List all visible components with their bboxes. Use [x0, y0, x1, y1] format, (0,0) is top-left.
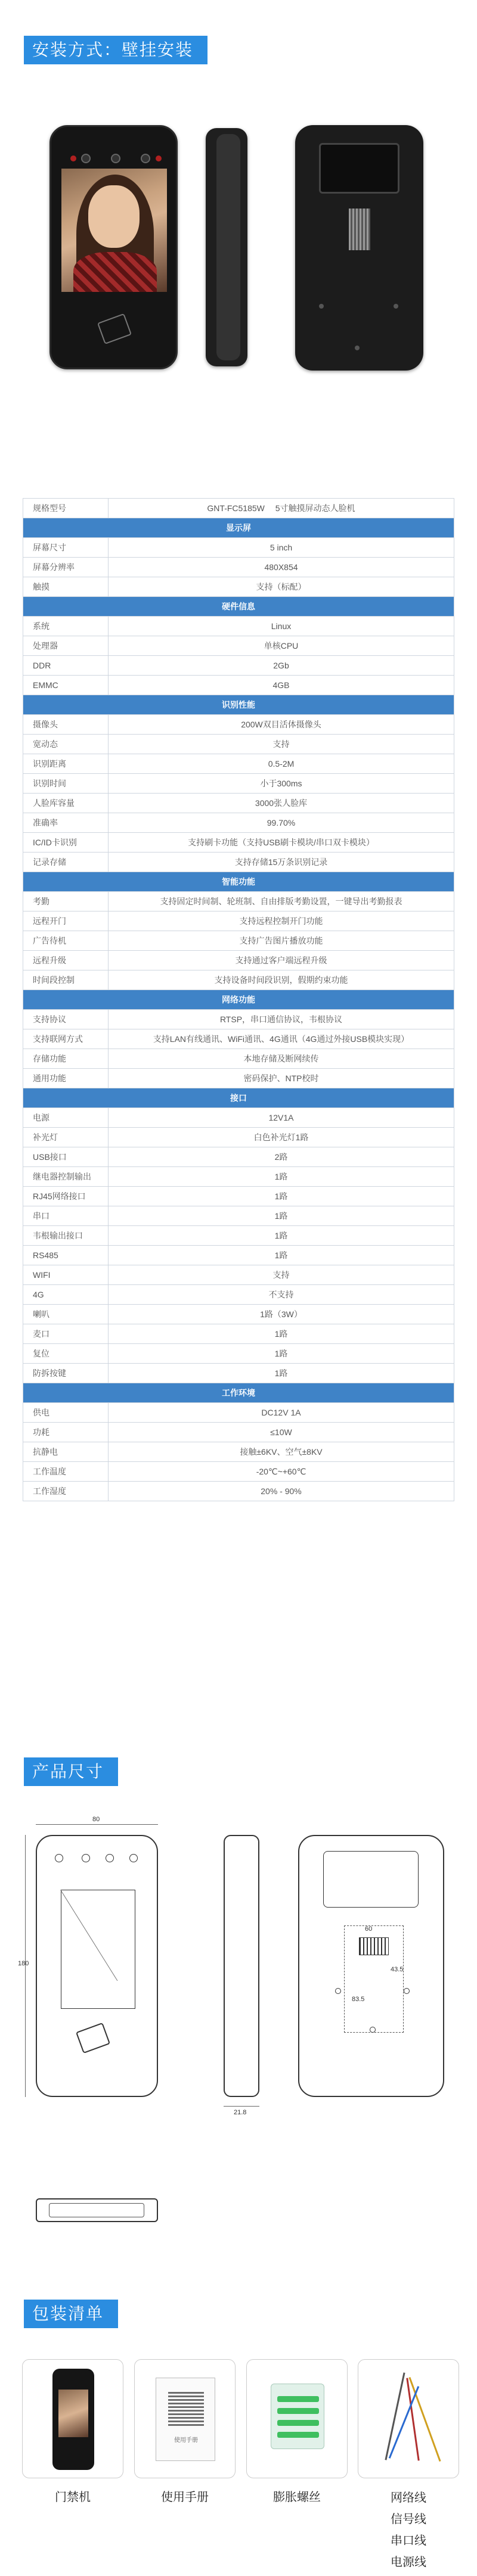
spec-value: GNT-FC5185W 5寸触摸屏动态人脸机 [109, 499, 454, 518]
spec-label: 电源 [23, 1108, 109, 1128]
spec-row [23, 735, 454, 754]
spec-row [23, 1442, 454, 1462]
device-screen [61, 169, 167, 292]
spec-value: 密码保护、NTP校时 [109, 1069, 454, 1088]
spec-value: 单核CPU [109, 636, 454, 656]
spec-value: 1路 [109, 1226, 454, 1246]
spec-label: 远程升级 [23, 951, 109, 970]
spec-label: 通用功能 [23, 1069, 109, 1088]
card-reader-icon [76, 2023, 110, 2054]
dim-front-height: 180 [18, 1960, 29, 1967]
front-dimension-drawing [36, 1835, 158, 2097]
spec-category-row [23, 990, 454, 1010]
spec-value: 1路 [109, 1324, 454, 1344]
spec-value: 20% - 90% [109, 1482, 454, 1501]
spec-label: 系统 [23, 617, 109, 636]
spec-value: DC12V 1A [109, 1403, 454, 1423]
package-section-title: 包装清单 [24, 2300, 118, 2328]
spec-label: RS485 [23, 1246, 109, 1265]
spec-category-label: 工作环境 [23, 1383, 454, 1403]
spec-label: 广告待机 [23, 931, 109, 951]
spec-label: WIFI [23, 1265, 109, 1285]
spec-row [23, 754, 454, 774]
spec-row [23, 1246, 454, 1265]
spec-row [23, 499, 454, 518]
spec-label: EMMC [23, 676, 109, 695]
camera-icon [111, 154, 120, 163]
spec-category-label: 识别性能 [23, 695, 454, 715]
spec-row [23, 1305, 454, 1324]
spec-row [23, 1482, 454, 1501]
spec-label: 功耗 [23, 1423, 109, 1442]
spec-label: IC/ID卡识别 [23, 833, 109, 853]
dim-back-a: 60 [365, 1925, 373, 1933]
spec-row [23, 1344, 454, 1364]
spec-label: 支持联网方式 [23, 1029, 109, 1049]
spec-label: 处理器 [23, 636, 109, 656]
spec-value: 支持存储15万条识别记录 [109, 853, 454, 872]
spec-value: 3000张人脸库 [109, 794, 454, 813]
spec-value: 支持（标配） [109, 577, 454, 597]
spec-category-row [23, 1383, 454, 1403]
package-device-image [22, 2359, 123, 2478]
dim-back-b: 83.5 [352, 1996, 365, 2003]
spec-value: 支持固定时间制、轮班制、自由排版考勤设置，一键导出考勤报表 [109, 892, 454, 911]
package-cable-signal: 信号线 [391, 2513, 426, 2526]
spec-row [23, 1029, 454, 1049]
spec-label: 摄像头 [23, 715, 109, 735]
spec-label: 准确率 [23, 813, 109, 833]
package-item-device: 门禁机 [55, 2491, 91, 2504]
spec-value: 支持 [109, 735, 454, 754]
package-cable-network: 网络线 [391, 2491, 426, 2505]
spec-value: 不支持 [109, 1285, 454, 1305]
spec-row [23, 636, 454, 656]
spec-row [23, 1147, 454, 1167]
spec-row [23, 813, 454, 833]
spec-value: 480X854 [109, 558, 454, 577]
spec-value: 1路 [109, 1364, 454, 1383]
spec-row [23, 558, 454, 577]
spec-label: USB接口 [23, 1147, 109, 1167]
spec-row [23, 1285, 454, 1305]
spec-label: 4G [23, 1285, 109, 1305]
spec-row [23, 1128, 454, 1147]
connector-icon [349, 209, 370, 250]
spec-row [23, 1403, 454, 1423]
spec-category-row [23, 518, 454, 538]
spec-label: 屏幕尺寸 [23, 538, 109, 558]
spec-label: 韦根输出接口 [23, 1226, 109, 1246]
spec-row [23, 853, 454, 872]
spec-label: RJ45网络接口 [23, 1187, 109, 1206]
spec-row [23, 1265, 454, 1285]
spec-value: 2路 [109, 1147, 454, 1167]
package-cables-image [358, 2359, 459, 2478]
spec-row [23, 1187, 454, 1206]
spec-value: ≤10W [109, 1423, 454, 1442]
spec-row [23, 1226, 454, 1246]
spec-label: 人脸库容量 [23, 794, 109, 813]
spec-row [23, 1364, 454, 1383]
spec-value: 支持LAN有线通讯、WiFi通讯、4G通讯（4G通过外接USB模块实现） [109, 1029, 454, 1049]
device-back-photo [295, 125, 423, 371]
spec-value: 1路 [109, 1344, 454, 1364]
package-item-screws: 膨胀螺丝 [273, 2491, 321, 2504]
spec-row [23, 951, 454, 970]
spec-category-label: 接口 [23, 1088, 454, 1108]
spec-label: 考勤 [23, 892, 109, 911]
spec-row [23, 577, 454, 597]
package-screws-image [246, 2359, 348, 2478]
spec-row [23, 794, 454, 813]
package-cable-serial: 串口线 [391, 2534, 426, 2547]
spec-label: 喇叭 [23, 1305, 109, 1324]
camera-icon [141, 154, 150, 163]
spec-value: 支持远程控制开门功能 [109, 911, 454, 931]
spec-row [23, 774, 454, 794]
dim-side-width: 21.8 [234, 2109, 247, 2116]
spec-category-row [23, 695, 454, 715]
spec-row [23, 1108, 454, 1128]
spec-label: DDR [23, 656, 109, 676]
package-manual-image [134, 2359, 236, 2478]
side-dimension-drawing [224, 1835, 259, 2097]
spec-value: 1路（3W） [109, 1305, 454, 1324]
spec-category-label: 智能功能 [23, 872, 454, 892]
spec-row [23, 1423, 454, 1442]
spec-label: 规格型号 [23, 499, 109, 518]
spec-row [23, 538, 454, 558]
spec-label: 工作温度 [23, 1462, 109, 1482]
spec-label: 串口 [23, 1206, 109, 1226]
spec-row [23, 892, 454, 911]
spec-label: 宽动态 [23, 735, 109, 754]
spec-label: 工作湿度 [23, 1482, 109, 1501]
spec-row [23, 911, 454, 931]
spec-row [23, 1462, 454, 1482]
spec-label: 支持协议 [23, 1010, 109, 1029]
spec-label: 补光灯 [23, 1128, 109, 1147]
spec-value: 1路 [109, 1246, 454, 1265]
camera-icon [81, 154, 91, 163]
spec-row [23, 1069, 454, 1088]
spec-value: 4GB [109, 676, 454, 695]
spec-row [23, 676, 454, 695]
spec-row [23, 1049, 454, 1069]
spec-label: 继电器控制输出 [23, 1167, 109, 1187]
card-reader-icon [97, 313, 132, 344]
device-side-photo [206, 128, 247, 366]
spec-value: 200W双目活体摄像头 [109, 715, 454, 735]
spec-row [23, 1324, 454, 1344]
spec-value: Linux [109, 617, 454, 636]
spec-label: 存储功能 [23, 1049, 109, 1069]
dim-front-width: 80 [92, 1816, 100, 1823]
size-section-title: 产品尺寸 [24, 1757, 118, 1786]
spec-value: 1路 [109, 1187, 454, 1206]
spec-value: 1路 [109, 1167, 454, 1187]
spec-label: 抗静电 [23, 1442, 109, 1462]
spec-category-label: 网络功能 [23, 990, 454, 1010]
package-cable-power: 电源线 [391, 2556, 426, 2569]
ir-led-icon [156, 155, 162, 161]
spec-table [23, 498, 454, 1501]
ir-led-icon [70, 155, 76, 161]
spec-value: 12V1A [109, 1108, 454, 1128]
back-dimension-drawing [298, 1835, 444, 2097]
spec-category-row [23, 1088, 454, 1108]
spec-label: 复位 [23, 1344, 109, 1364]
spec-row [23, 617, 454, 636]
spec-label: 屏幕分辨率 [23, 558, 109, 577]
spec-value: 支持设备时间段识别，假期约束功能 [109, 970, 454, 990]
spec-row [23, 970, 454, 990]
spec-value: 小于300ms [109, 774, 454, 794]
spec-label: 识别时间 [23, 774, 109, 794]
spec-label: 触摸 [23, 577, 109, 597]
spec-row [23, 931, 454, 951]
manual-cover-title: 使用手册 [174, 2437, 198, 2444]
dim-back-c: 43.5 [391, 1966, 404, 1973]
spec-label: 时间段控制 [23, 970, 109, 990]
package-cable-list [358, 2487, 459, 2573]
spec-category-row [23, 597, 454, 617]
spec-value: 支持通过客户端远程升级 [109, 951, 454, 970]
spec-value: 5 inch [109, 538, 454, 558]
spec-label: 供电 [23, 1403, 109, 1423]
spec-value: -20℃~+60℃ [109, 1462, 454, 1482]
package-item-manual: 使用手册 [161, 2491, 209, 2504]
spec-value: RTSP，串口通信协议，韦根协议 [109, 1010, 454, 1029]
spec-label: 防拆按键 [23, 1364, 109, 1383]
spec-value: 1路 [109, 1206, 454, 1226]
device-front-photo [49, 125, 178, 369]
spec-value: 本地存储及断网续传 [109, 1049, 454, 1069]
spec-row [23, 1206, 454, 1226]
bottom-dimension-drawing [36, 2198, 158, 2222]
spec-label: 记录存储 [23, 853, 109, 872]
spec-row [23, 1010, 454, 1029]
spec-label: 麦口 [23, 1324, 109, 1344]
spec-value: 2Gb [109, 656, 454, 676]
spec-value: 白色补光灯1路 [109, 1128, 454, 1147]
install-section-title: 安装方式：壁挂安装 [24, 36, 207, 64]
spec-row [23, 715, 454, 735]
spec-row [23, 833, 454, 853]
spec-category-label: 显示屏 [23, 518, 454, 538]
spec-value: 99.70% [109, 813, 454, 833]
spec-row [23, 656, 454, 676]
spec-value: 支持广告图片播放功能 [109, 931, 454, 951]
spec-category-row [23, 872, 454, 892]
spec-row [23, 1167, 454, 1187]
spec-value: 支持 [109, 1265, 454, 1285]
spec-value: 支持刷卡功能（支持USB刷卡模块/串口双卡模块） [109, 833, 454, 853]
spec-category-label: 硬件信息 [23, 597, 454, 617]
spec-label: 识别距离 [23, 754, 109, 774]
spec-value: 接触±6KV、空气±8KV [109, 1442, 454, 1462]
spec-value: 0.5-2M [109, 754, 454, 774]
spec-label: 远程开门 [23, 911, 109, 931]
